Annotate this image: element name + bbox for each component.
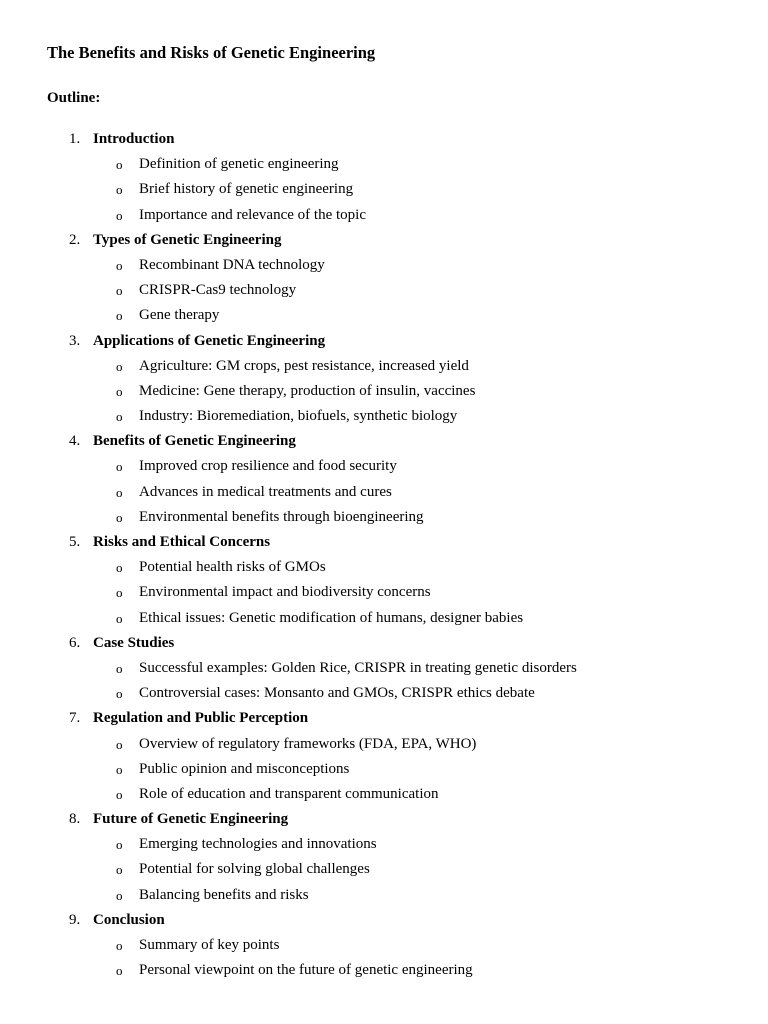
section-number: 1. xyxy=(69,131,81,147)
bullet-icon: o xyxy=(116,837,123,853)
bullet-icon: o xyxy=(116,383,123,399)
list-item-text: Environmental benefits through bioengineering xyxy=(139,508,424,525)
section-title: Case Studies xyxy=(93,634,175,651)
list-item xyxy=(0,558,768,583)
list-item xyxy=(0,659,768,684)
list-item-text: Balancing benefits and risks xyxy=(139,886,309,903)
subitem-list xyxy=(0,457,768,533)
section-heading xyxy=(0,130,768,155)
bullet-icon: o xyxy=(116,660,123,676)
bullet-icon: o xyxy=(116,686,123,702)
outline-section xyxy=(0,432,768,533)
list-item xyxy=(0,583,768,608)
outline-section xyxy=(0,533,768,634)
bullet-icon: o xyxy=(116,509,123,525)
section-heading xyxy=(0,533,768,558)
bullet-icon: o xyxy=(116,409,123,425)
list-item xyxy=(0,609,768,634)
bullet-icon: o xyxy=(116,308,123,324)
list-item xyxy=(0,835,768,860)
section-heading xyxy=(0,231,768,256)
section-heading xyxy=(0,709,768,734)
outline-section xyxy=(0,332,768,433)
bullet-icon: o xyxy=(116,585,123,601)
list-item-text: Brief history of genetic engineering xyxy=(139,181,354,198)
outline-label: Outline: xyxy=(47,90,101,106)
list-item-text: Importance and relevance of the topic xyxy=(139,206,366,223)
section-title: Types of Genetic Engineering xyxy=(93,231,282,248)
list-item-text: Advances in medical treatments and cures xyxy=(139,483,392,500)
list-item xyxy=(0,735,768,760)
outline-list xyxy=(0,130,768,986)
bullet-icon: o xyxy=(116,736,123,752)
section-title: Future of Genetic Engineering xyxy=(93,811,289,828)
list-item xyxy=(0,886,768,911)
list-item-text: Controversial cases: Monsanto and GMOs, CRISPR ethics debate xyxy=(139,685,535,702)
list-item xyxy=(0,936,768,961)
list-item-text: Emerging technologies and innovations xyxy=(139,836,377,853)
bullet-icon: o xyxy=(116,963,123,979)
list-item-text: Public opinion and misconceptions xyxy=(139,760,350,777)
list-item-text: Industry: Bioremediation, biofuels, synthetic biology xyxy=(139,408,458,425)
list-item-text: CRISPR-Cas9 technology xyxy=(139,282,297,299)
list-item xyxy=(0,256,768,281)
outline-section xyxy=(0,810,768,911)
bullet-icon: o xyxy=(116,761,123,777)
list-item-text: Summary of key points xyxy=(139,937,280,953)
section-number: 7. xyxy=(69,710,81,727)
document-title: The Benefits and Risks of Genetic Engineering xyxy=(47,43,376,62)
outline-section xyxy=(0,634,768,710)
list-item xyxy=(0,180,768,205)
section-heading xyxy=(0,911,768,936)
list-item-text: Overview of regulatory frameworks (FDA, EPA, WHO) xyxy=(139,735,477,752)
bullet-icon: o xyxy=(116,257,123,273)
bullet-icon: o xyxy=(116,207,123,223)
list-item xyxy=(0,760,768,785)
subitem-list xyxy=(0,357,768,433)
list-item xyxy=(0,206,768,231)
list-item xyxy=(0,306,768,331)
section-title: Risks and Ethical Concerns xyxy=(93,534,271,550)
bullet-icon: o xyxy=(116,938,123,953)
section-title: Regulation and Public Perception xyxy=(93,710,309,727)
list-item xyxy=(0,961,768,986)
outline-section xyxy=(0,709,768,810)
subitem-list xyxy=(0,256,768,332)
list-item xyxy=(0,483,768,508)
list-item-text: Ethical issues: Genetic modification of humans, designer babies xyxy=(139,609,524,626)
list-item-text: Role of education and transparent communication xyxy=(139,785,439,802)
section-number: 2. xyxy=(69,231,81,248)
list-item xyxy=(0,684,768,709)
section-number: 3. xyxy=(69,332,81,349)
outline-section xyxy=(0,231,768,332)
bullet-icon: o xyxy=(116,283,123,299)
bullet-icon: o xyxy=(116,459,123,475)
section-number: 9. xyxy=(69,911,81,928)
list-item-text: Recombinant DNA technology xyxy=(139,256,325,273)
list-item-text: Gene therapy xyxy=(139,307,220,324)
section-number: 8. xyxy=(69,811,81,828)
subitem-list xyxy=(0,835,768,911)
subitem-list xyxy=(0,735,768,811)
section-heading xyxy=(0,332,768,357)
subitem-list xyxy=(0,558,768,634)
bullet-icon: o xyxy=(116,887,123,903)
bullet-icon: o xyxy=(116,610,123,626)
bullet-icon: o xyxy=(116,560,123,576)
list-item-text: Potential for solving global challenges xyxy=(139,861,370,878)
list-item-text: Successful examples: Golden Rice, CRISPR in treating genetic disorders xyxy=(139,659,577,676)
section-title: Applications of Genetic Engineering xyxy=(93,332,326,349)
bullet-icon: o xyxy=(116,182,123,198)
list-item-text: Improved crop resilience and food security xyxy=(139,458,397,475)
bullet-icon: o xyxy=(116,862,123,878)
list-item xyxy=(0,457,768,482)
section-number: 5. xyxy=(69,534,81,550)
bullet-icon: o xyxy=(116,484,123,500)
outline-section xyxy=(0,130,768,231)
list-item xyxy=(0,155,768,180)
list-item xyxy=(0,281,768,306)
bullet-icon: o xyxy=(116,157,123,173)
list-item xyxy=(0,407,768,432)
list-item-text: Definition of genetic engineering xyxy=(139,156,339,173)
section-title: Conclusion xyxy=(93,911,165,928)
section-number: 4. xyxy=(69,433,81,450)
bullet-icon: o xyxy=(116,786,123,802)
subitem-list xyxy=(0,659,768,709)
list-item-text: Environmental impact and biodiversity concerns xyxy=(139,584,431,601)
section-heading xyxy=(0,432,768,457)
section-title: Benefits of Genetic Engineering xyxy=(93,433,296,450)
list-item xyxy=(0,785,768,810)
list-item xyxy=(0,860,768,885)
section-title: Introduction xyxy=(93,131,175,147)
section-heading xyxy=(0,634,768,659)
section-number: 6. xyxy=(69,634,81,651)
subitem-list xyxy=(0,155,768,231)
list-item-text: Medicine: Gene therapy, production of insulin, vaccines xyxy=(139,382,476,399)
outline-section xyxy=(0,911,768,987)
list-item xyxy=(0,382,768,407)
subitem-list xyxy=(0,936,768,986)
list-item-text: Potential health risks of GMOs xyxy=(139,559,326,576)
list-item xyxy=(0,508,768,533)
bullet-icon: o xyxy=(116,358,123,374)
list-item-text: Agriculture: GM crops, pest resistance, increased yield xyxy=(139,357,469,374)
list-item xyxy=(0,357,768,382)
list-item-text: Personal viewpoint on the future of genetic engineering xyxy=(139,962,473,979)
section-heading xyxy=(0,810,768,835)
